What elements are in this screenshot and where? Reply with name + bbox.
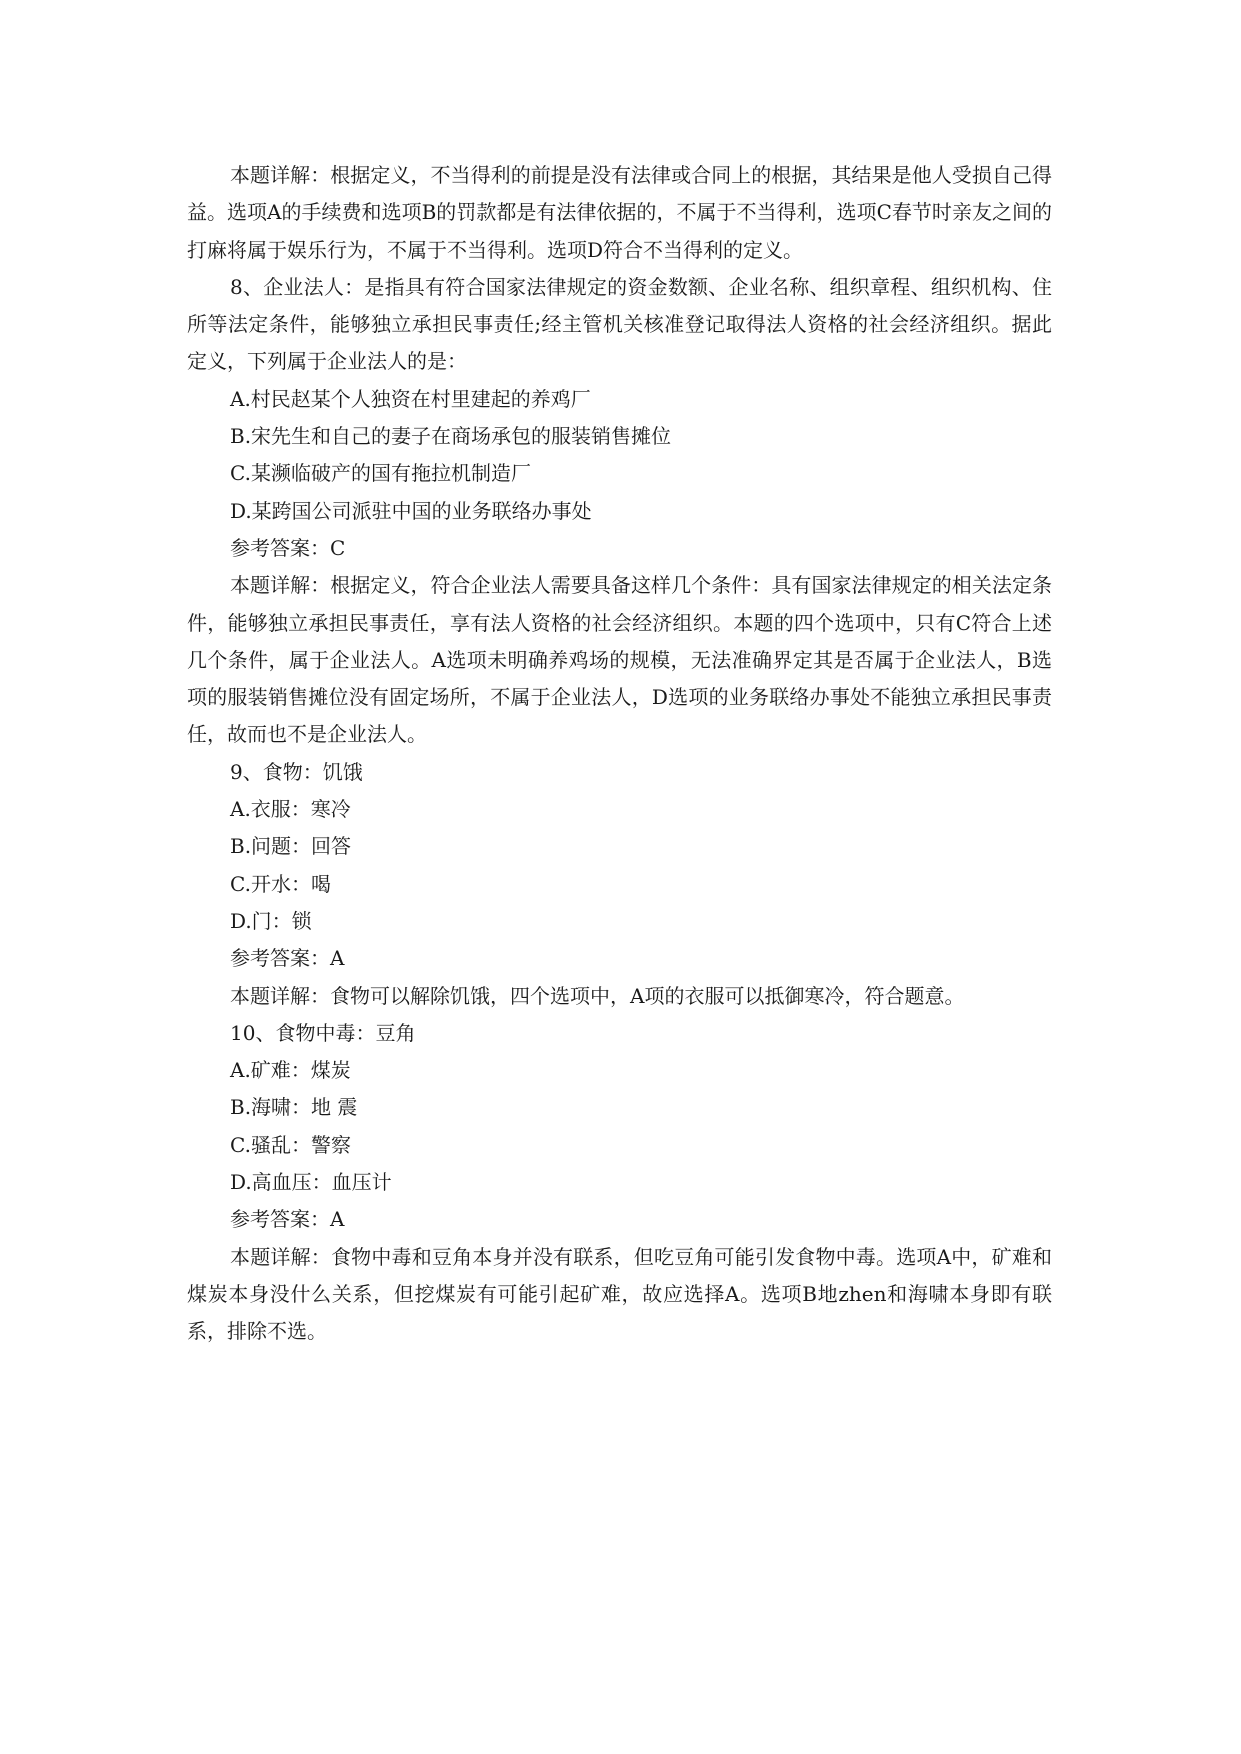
option-d: D.高血压：血压计 bbox=[230, 1170, 392, 1195]
option-d: D.门：锁 bbox=[230, 908, 312, 933]
answer: 参考答案：A bbox=[230, 946, 345, 971]
explanation-paragraph: 本题详解：根据定义，不当得利的前提是没有法律或合同上的根据，其结果是他人受损自己得益。选项A的手续费和选项B的罚款都是有法律依据的，不属于不当得利，选项C春节时亲友之间的打麻将属于娱乐行为，不属于不当得利。选项D符合不当得利的定义。 bbox=[187, 163, 1052, 262]
option-b: B.宋先生和自己的妻子在商场承包的服装销售摊位 bbox=[230, 424, 672, 449]
option-a: A.衣服：寒冷 bbox=[230, 797, 351, 822]
option-a: A.村民赵某个人独资在村里建起的养鸡厂 bbox=[230, 386, 591, 411]
option-b: B.海啸：地 震 bbox=[230, 1095, 358, 1120]
explanation-paragraph: 本题详解：食物中毒和豆角本身并没有联系，但吃豆角可能引发食物中毒。选项A中，矿难和煤炭本身没什么关系，但挖煤炭有可能引起矿难，故应选择A。选项B地zhen和海啸本身即有联系，排除不选。 bbox=[187, 1244, 1052, 1344]
answer: 参考答案：C bbox=[230, 535, 346, 560]
option-b: B.问题：回答 bbox=[230, 834, 352, 859]
option-c: C.开水：喝 bbox=[230, 871, 331, 896]
question-9: 9、食物：饥饿 bbox=[230, 759, 363, 784]
question-10: 10、食物中毒：豆角 bbox=[230, 1020, 416, 1045]
option-d: D.某跨国公司派驻中国的业务联络办事处 bbox=[230, 498, 592, 523]
option-c: C.骚乱：警察 bbox=[230, 1132, 351, 1157]
option-a: A.矿难：煤炭 bbox=[230, 1058, 351, 1083]
explanation-paragraph: 本题详解：食物可以解除饥饿，四个选项中，A项的衣服可以抵御寒冷，符合题意。 bbox=[230, 983, 965, 1008]
question-8: 8、企业法人：是指具有符合国家法律规定的资金数额、企业名称、组织章程、组织机构、住所等法定条件，能够独立承担民事责任;经主管机关核准登记取得法人资格的社会经济组织。据此定义，下列属于企业法人的是： bbox=[187, 274, 1052, 374]
answer: 参考答案：A bbox=[230, 1207, 345, 1232]
option-c: C.某濒临破产的国有拖拉机制造厂 bbox=[230, 461, 531, 486]
document-body bbox=[187, 157, 1052, 1351]
explanation-paragraph: 本题详解：根据定义，符合企业法人需要具备这样几个条件：具有国家法律规定的相关法定条件，能够独立承担民事责任，享有法人资格的社会经济组织。本题的四个选项中，只有C符合上述几个条件，属于企业法人。A选项未明确养鸡场的规模，无法准确界定其是否属于企业法人，B选项的服装销售摊位没有固定场所，不属于企业法人，D选项的业务联络办事处不能独立承担民事责任，故而也不是企业法人。 bbox=[187, 573, 1052, 747]
